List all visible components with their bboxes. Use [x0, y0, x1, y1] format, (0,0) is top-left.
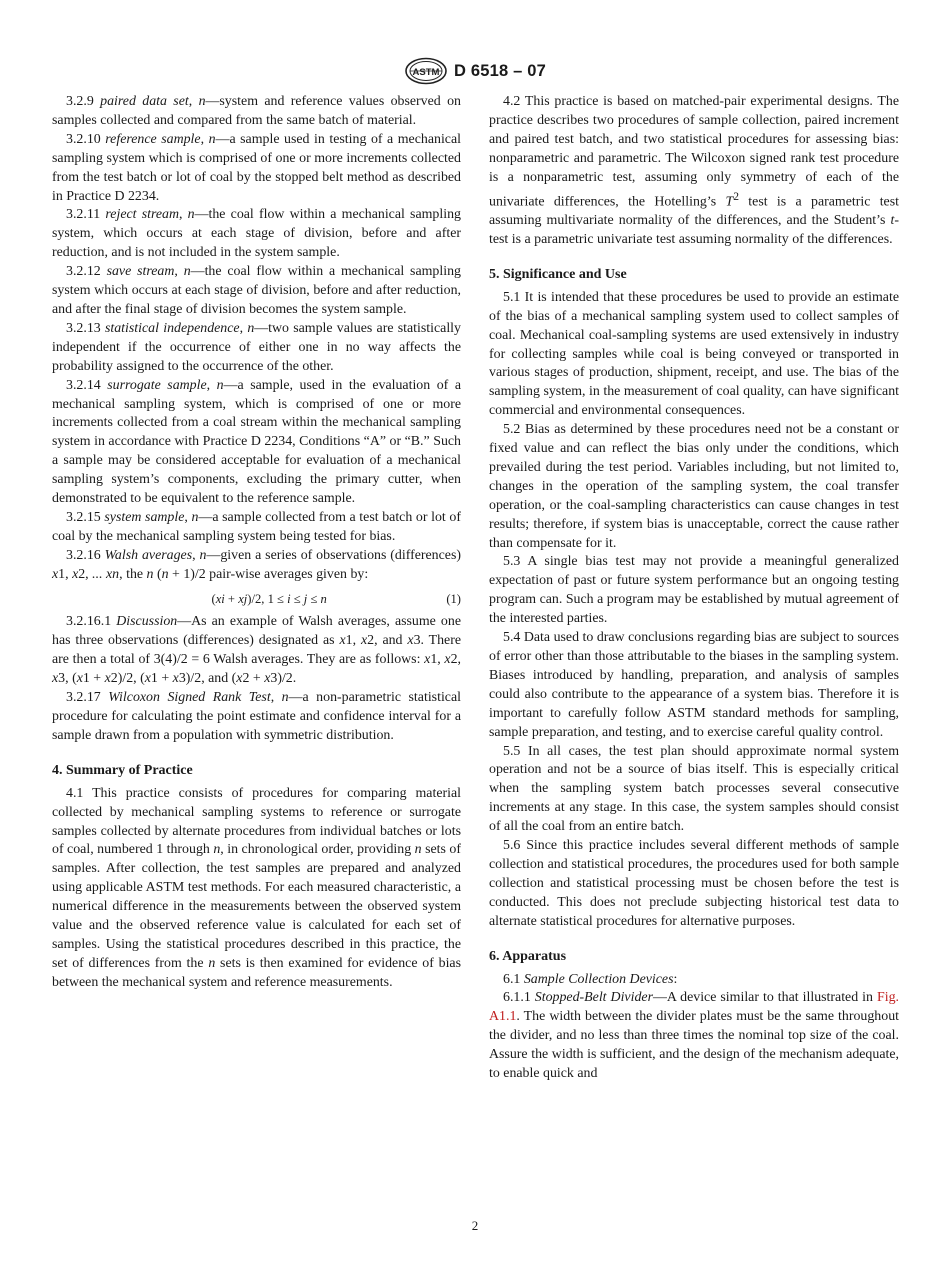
- definition-3-2-11: 3.2.11 reject stream, n—the coal flow within a mechanical sampling system, which occurs at each stage of division, before and after reduction, and is not included in the system sample.: [52, 207, 461, 261]
- left-column: [52, 93, 461, 993]
- definition-3-2-15: 3.2.15 system sample, n—a sample collected from a test batch or lot of coal by the mechanical sampling system being tested for bias.: [52, 509, 461, 544]
- definition-3-2-13: 3.2.13 statistical independence, n—two sample values are statistically independent if the occurrence of either one in no way affects the probability assigned to the occurrence of the other.: [52, 320, 461, 374]
- paragraph-5-1: 5.1 It is intended that these procedures be used to provide an estimate of the bias of a mechanical sampling system used to collect samples of coal. Mechanical coal-sampling systems are used extensively in industry for collecting samples while coal is being conveyed or transported in various stages of production, shipment, receipt, and use. The bias of the sampling system, in the measurement of coal quality, can have significant commercial and environmental consequences.: [489, 289, 899, 419]
- paragraph-6-1-1: 6.1.1 Stopped-Belt Divider—A device similar to that illustrated in Fig. A1.1. The width between the divider plates must be the same throughout the divider, and no less than three times the nominal top size of the coal. Assure the width is sufficient, and the design of the mechanism adequate, to enable quick and: [489, 990, 899, 1082]
- paragraph-6-1: 6.1 Sample Collection Devices:: [503, 971, 678, 987]
- page-number: 2: [471, 1218, 479, 1233]
- document-designation: D 6518 – 07: [453, 61, 547, 80]
- equation-number: (1): [446, 591, 461, 606]
- figure-a1-1-link[interactable]: Fig. A1.1: [489, 990, 899, 1025]
- section-heading-summary: 4. Summary of Practice: [52, 762, 193, 778]
- paragraph-5-6: 5.6 Since this practice includes several different methods of sample collection and statistical procedures, the procedures used for both sample collection and statistical processing must be chosen before the test is conducted. This does not preclude subjecting historical test data to alternate statistical procedures for alternative purposes.: [489, 838, 899, 929]
- paragraph-4-2: 4.2 This practice is based on matched-pair experimental designs. The practice describes two procedures of sample collection, paired increment and paired test batch, and two statistical procedures for assessing bias: nonparametric and parametric. The Wilcoxon signed rank test procedure is a nonparametric test, assuming only symmetry of each of the univariate differences, the Hotelling’s $T^2$ test is a parametric test assuming multivariate normality of the differences, and the Student’s t-test is a parametric univariate test assuming normality of the differences.: [489, 94, 899, 247]
- equation-body: (xi + xj)/2, 1 ≤ i ≤ j ≤ n: [211, 591, 327, 606]
- definition-3-2-14: 3.2.14 surrogate sample, n—a sample, used in the evaluation of a mechanical sampling system, which is comprised of one or more increments collected from a coal stream within the mechanical sampling system in accordance with Practice D 2234, Conditions “A” or “B.” Such a sample may be considered acceptable for evaluation of a mechanical sampling system’s components, excluding the primary cutter, when demonstrated to be equivalent to the reference sample.: [52, 377, 461, 507]
- definition-3-2-16: 3.2.16 Walsh averages, n—given a series of observations (differences) x1, x2, ... xn, the n (n + 1)/2 pair-wise averages given by:: [52, 547, 461, 582]
- definition-3-2-10: 3.2.10 reference sample, n—a sample used in testing of a mechanical sampling system which is comprised of one or more increments collected from the test batch or lot of coal by the stopped belt method as described in Practice D 2234.: [52, 131, 461, 204]
- section-heading-apparatus: 6. Apparatus: [489, 948, 567, 964]
- astm-logo-icon: [404, 57, 448, 85]
- section-heading-significance: 5. Significance and Use: [489, 266, 627, 282]
- logo-lettering: ASTM: [412, 67, 440, 78]
- right-column: [489, 93, 899, 1084]
- definition-3-2-9: 3.2.9 paired data set, n—system and reference values observed on samples collected and compared from the same batch of material.: [52, 94, 461, 128]
- discussion-3-2-16-1: 3.2.16.1 Discussion—As an example of Walsh averages, assume one has three observations (differences) designated as x1, x2, and x3. There are then a total of 3(4)/2 = 6 Walsh averages. They are as follows: x1, x2, x3, (x1 + x2)/2, (x1 + x3)/2, and (x2 + x3)/2.: [52, 614, 462, 687]
- definition-3-2-17: 3.2.17 Wilcoxon Signed Rank Test, n—a non-parametric statistical procedure for calculating the point estimate and confidence interval for a sample drawn from a population with symmetric distribution.: [52, 690, 461, 743]
- paragraph-5-4: 5.4 Data used to draw conclusions regarding bias are subject to sources of error other than those attributable to the biases in the sampling system. Biases introduced by handling, preparation, and analysis of samples could also contribute to the appearance of a system bias. Therefore it is important to carefully follow ASTM standard methods for sampling, sample preparation, and testing, and to exercise careful quality control.: [489, 630, 899, 740]
- definition-3-2-12: 3.2.12 save stream, n—the coal flow within a mechanical sampling system which occurs at each stage of division, before and after reduction, and after the final stage of division becomes the system sample.: [52, 264, 461, 317]
- paragraph-5-2: 5.2 Bias as determined by these procedures need not be a constant or fixed value and can reflect the bias only under the conditions, which prevailed during the test period. Variables including, but not limited to, changes in the operation of the sampling system, the coal transfer operation, or the coal-sampling characteristics can cause changes in test results; therefore, if system bias is unacceptable, correct the cause rather than compensate for it.: [489, 422, 899, 551]
- paragraph-5-5: 5.5 In all cases, the test plan should approximate normal system operation and not be a source of bias itself. This is especially critical when the sampling system batch processes several consecutive increments at any stage. In this case, the system samples should consist of all the coal from an entire batch.: [489, 743, 899, 835]
- equation-1: [52, 590, 461, 609]
- page-header: [0, 56, 950, 86]
- paragraph-4-1: 4.1 This practice consists of procedures for comparing material collected by mechanical sampling systems to reference or surrogate samples collected by alternate procedures from individual batches or lots of coal, numbered 1 through n, in chronological order, providing n sets of samples. After collection, the test samples are prepared and analyzed using applicable ASTM test methods. For each measured characteristic, a numerical difference in the measurements between the observed system value and the observed reference value is calculated for each set of samples. Using the statistical procedures described in this practice, the set of differences from the n sets is then examined for evidence of bias between the mechanical system and reference measurements.: [52, 785, 462, 990]
- paragraph-5-3: 5.3 A single bias test may not provide a meaningful generalized expectation of past or future system performance but an ongoing testing program can. Such a program may be established by mutual agreement of the interested parties.: [489, 554, 899, 627]
